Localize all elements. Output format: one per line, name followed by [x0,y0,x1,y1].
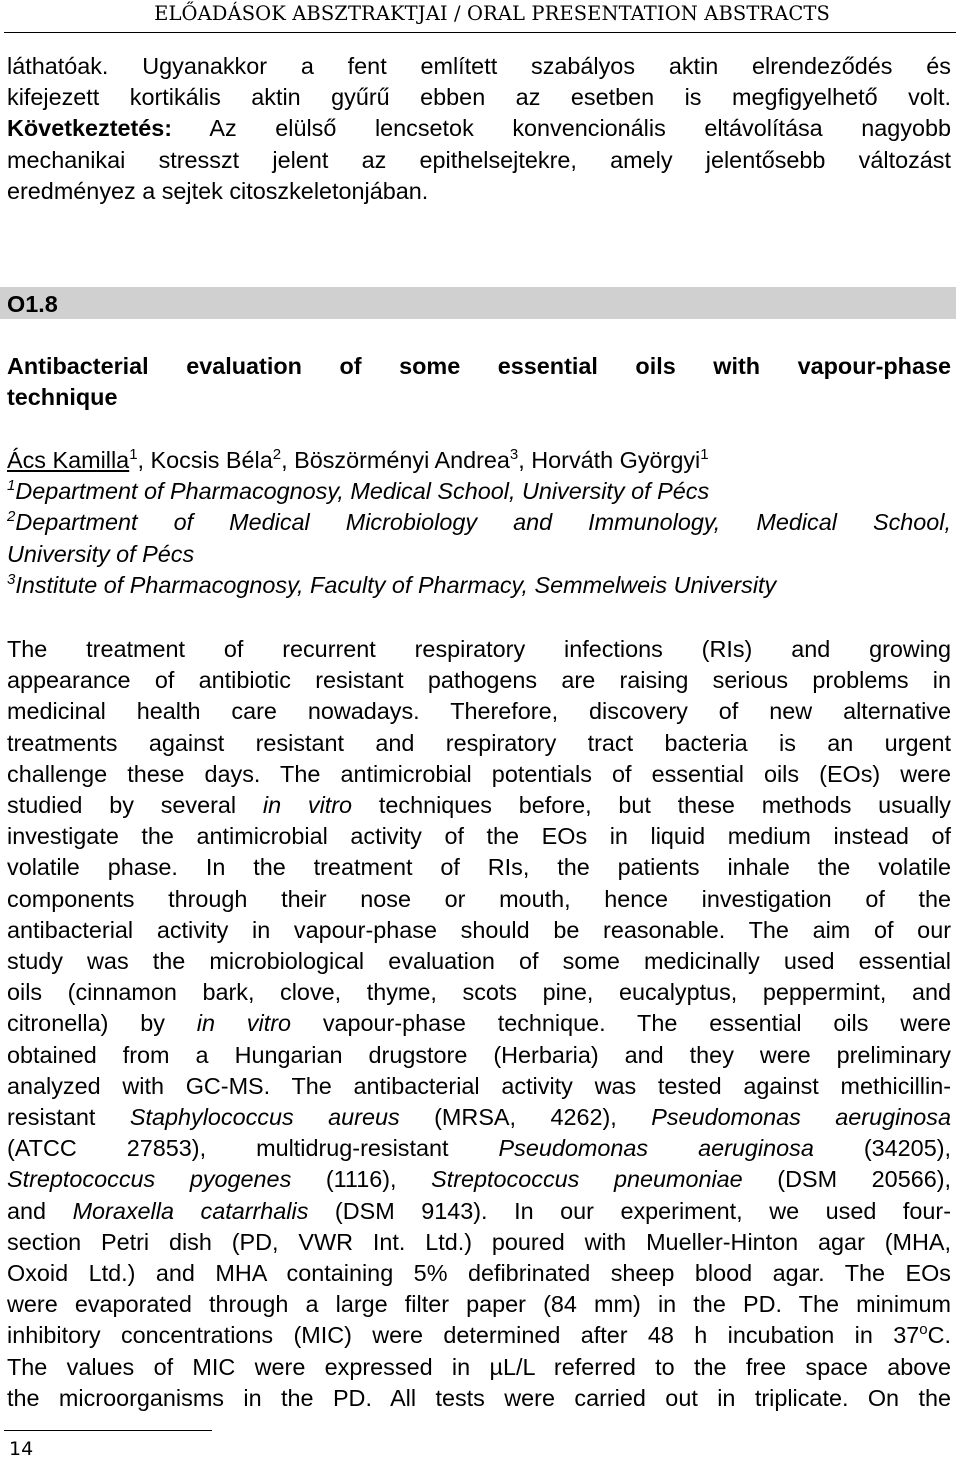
text-line: were evaporated through a large filter paper (84 mm) in the PD. The minimum [7,1291,951,1318]
text-line: the microorganisms in the PD. All tests were carried out in triplicate. On the [7,1384,951,1411]
text-line: study was the microbiological evaluation of some medicinally used essential [7,948,951,975]
conclusion-label: Következtetés: [7,115,173,142]
text-line: antibacterial activity in vapour-phase should be reasonable. The aim of our [7,916,951,943]
text-line: láthatóak. Ugyanakkor a fent említett szabályos aktin elrendeződés és [7,53,951,79]
text-line: Oxoid Ltd.) and MHA containing 5% defibrinated sheep blood agar. The EOs [7,1260,951,1287]
footer-rule [4,1430,212,1431]
page-number: 14 [9,1438,34,1460]
section-id: O1.8 [7,291,58,317]
text-line: analyzed with GC-MS. The antibacterial activity was tested against methicillin- [7,1072,951,1099]
abstract-title [7,351,951,413]
text-line: studied by several in vitro techniques before, but these methods usually [7,792,951,819]
affiliation-3: $^3$Institute of Pharmacognosy, Faculty of Pharmacy, Semmelweis University [7,570,777,598]
header-title: ELŐADÁSOK ABSZTRAKTJAI / ORAL PRESENTATION ABSTRACTS [154,2,830,25]
text-line: Következtetés: Az elülső lencsetok konvencionális eltávolítása nagyobb [7,115,951,142]
text-line: challenge these days. The antimicrobial potentials of essential oils (EOs) were [7,760,951,787]
text-line: The values of MIC were expressed in µL/L referred to the free space above [7,1353,951,1380]
running-header [0,0,960,33]
intro-paragraph [7,51,951,207]
section-header-bar [0,287,956,319]
text-line: mechanikai stresszt jelent az epithelsejtekre, amely jelentősebb változást [7,146,951,173]
header-rule [4,32,956,33]
text-line: treatments against resistant and respiratory tract bacteria is an urgent [7,729,951,756]
text-line: kifejezett kortikális aktin gyűrű ebben az esetben is megfigyelhető volt. [7,84,951,111]
text-line: obtained from a Hungarian drugstore (Herbaria) and they were preliminary [7,1041,951,1068]
text-line: and Moraxella catarrhalis (DSM 9143). In our experiment, we used four- [7,1197,951,1224]
title-line: technique [7,384,118,411]
text-line: appearance of antibiotic resistant pathogens are raising serious problems in [7,667,951,694]
text-line: inhibitory concentrations (MIC) were determined after 48 h incubation in 37$^o$C. [7,1321,951,1349]
text-line: volatile phase. In the treatment of RIs, the patients inhale the volatile [7,854,951,881]
title-line: Antibacterial evaluation of some essential oils with vapour-phase [7,353,951,379]
text-line: citronella) by in vitro vapour-phase technique. The essential oils were [7,1010,951,1037]
text-line: eredményez a sejtek citoszkeletonjában. [7,177,429,204]
text-line: investigate the antimicrobial activity of the EOs in liquid medium instead of [7,823,951,850]
text-line: components through their nose or mouth, hence investigation of the [7,885,951,912]
text-line: oils (cinnamon bark, clove, thyme, scots pine, eucalyptus, peppermint, and [7,979,951,1006]
text-line: Streptococcus pyogenes (1116), Streptococcus pneumoniae (DSM 20566), [7,1166,952,1193]
text-line: section Petri dish (PD, VWR Int. Ltd.) poured with Mueller-Hinton agar (MHA, [7,1228,951,1255]
text-line: The treatment of recurrent respiratory infections (RIs) and growing [7,636,951,662]
affiliation-2: $^2$Department of Medical Microbiology and Immunology, Medical School, [7,508,951,536]
presenting-author: Ács Kamilla [7,447,130,473]
abstract-body [7,634,951,1414]
affiliation-1: $^1$Department of Pharmacognosy, Medical School, University of Pécs [7,477,710,505]
author-list: Ács Kamilla$^1$, Kocsis Béla$^2$, Böszörményi Andrea$^3$, Horváth Györgyi$^1$ [7,446,709,473]
text-line: resistant Staphylococcus aureus (MRSA, 4262), Pseudomonas aeruginosa [7,1104,952,1131]
text-line: medicinal health care nowadays. Therefore, discovery of new alternative [7,698,951,725]
authors-affiliations [7,445,951,601]
affiliation-2-cont: University of Pécs [7,540,195,567]
text-line: (ATCC 27853), multidrug-resistant Pseudomonas aeruginosa (34205), [7,1135,951,1162]
